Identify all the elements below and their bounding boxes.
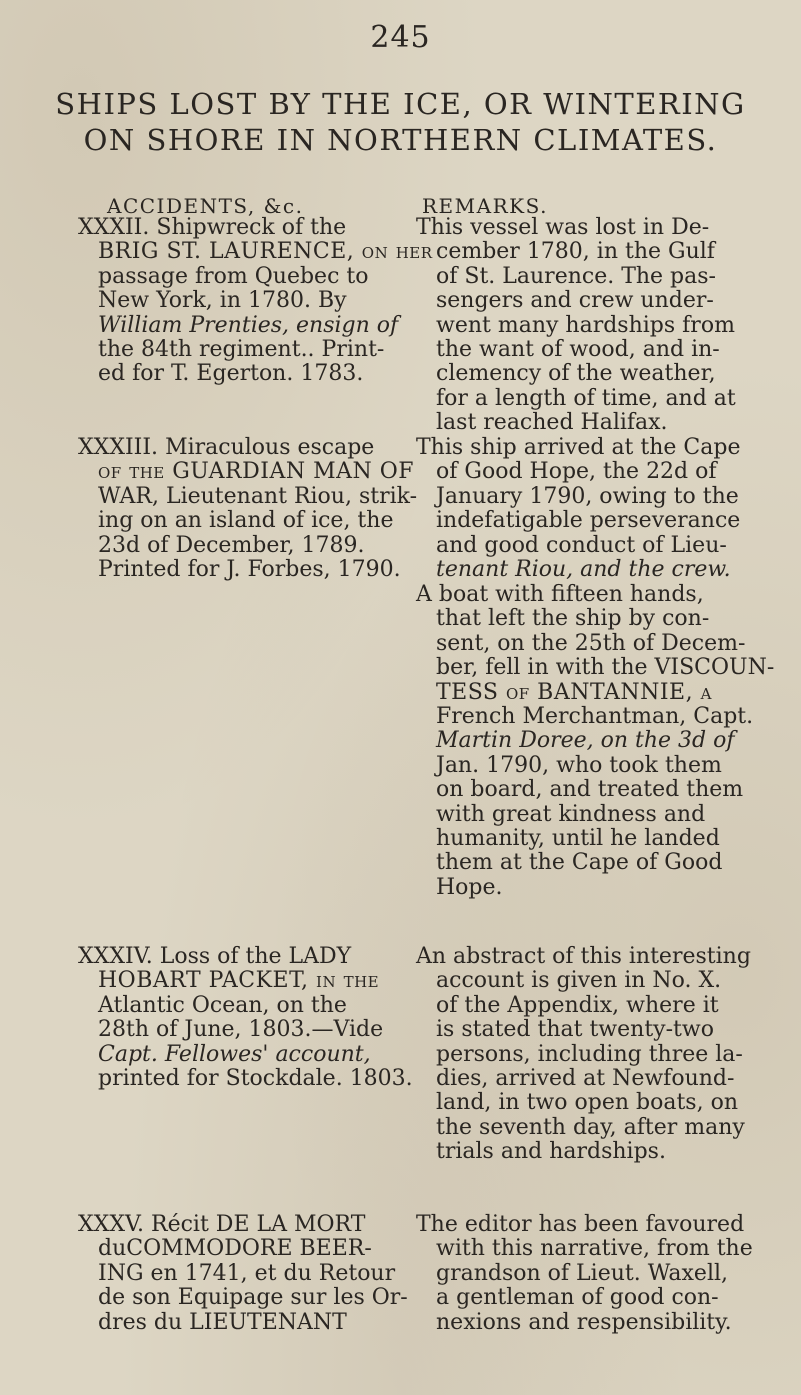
remark-line: with this narrative, from the	[436, 1236, 753, 1262]
remark-line: cember 1780, in the Gulf	[436, 239, 715, 265]
remark-line: sent, on the 25th of Decem-	[436, 630, 746, 656]
entry-line: ed for T. Egerton. 1783.	[98, 361, 364, 387]
remark-line: indefatigable perseverance	[436, 508, 741, 534]
remark-line: went many hardships from	[436, 312, 735, 338]
entry-xxxiii	[78, 436, 417, 582]
remark-line: humanity, until he landed	[436, 826, 720, 852]
remark-line: clemency of the weather,	[436, 361, 716, 387]
entry-line: Récit DE LA MORT	[151, 1212, 366, 1237]
remark-line: This ship arrived at the Cape	[416, 435, 741, 460]
remark-line: account is given in No. X.	[436, 968, 722, 994]
remark-line: of St. Laurence. The pas-	[436, 263, 716, 289]
remark-line: A boat with fifteen hands,	[416, 582, 704, 607]
entry-line: Atlantic Ocean, on the	[98, 992, 347, 1018]
entry-line: printed for Stockdale. 1803.	[98, 1066, 413, 1092]
remark-boat	[416, 583, 774, 900]
entry-line: ing on an island of ice, the	[98, 508, 394, 534]
remark-line: of Good Hope, the 22d of	[436, 459, 717, 485]
remark-line: land, in two open boats, on	[436, 1090, 738, 1116]
remark-line: on board, and treated them	[436, 777, 744, 803]
remark-line: the want of wood, and in-	[436, 337, 720, 363]
entry-line: BRIG ST. LAURENCE, on her	[98, 239, 433, 265]
remark-line: French Merchantman, Capt.	[436, 704, 754, 730]
remark-line: Martin Doree, on the 3d of	[436, 728, 735, 754]
remark-line: and good conduct of Lieu-	[436, 532, 727, 558]
remark-xxxv	[416, 1213, 753, 1335]
running-head-line-1: SHIPS LOST BY THE ICE, OR WINTERING	[55, 87, 746, 121]
page-number: 245	[370, 20, 431, 55]
remark-line: is stated that twenty-two	[436, 1017, 714, 1043]
remark-line: for a length of time, and at	[436, 385, 736, 411]
remark-xxxii	[416, 216, 736, 436]
remark-line: The editor has been favoured	[416, 1212, 745, 1237]
remark-line: TESS of BANTANNIE, a	[436, 679, 712, 705]
remark-line: Jan. 1790, who took them	[436, 752, 722, 778]
entry-line: ING en 1741, et du Retour	[98, 1260, 396, 1286]
remark-line: trials and hardships.	[436, 1139, 666, 1165]
remark-line: the seventh day, after many	[436, 1114, 745, 1140]
entry-xxxii	[78, 216, 433, 387]
entry-xxxv	[78, 1213, 408, 1335]
remark-line: nexions and respensibility.	[436, 1309, 732, 1335]
remark-line: grandson of Lieut. Waxell,	[436, 1260, 729, 1286]
entry-number: XXXIV.	[78, 944, 153, 969]
remark-line: An abstract of this interesting	[416, 944, 751, 969]
left-column-heading: ACCIDENTS, &c.	[107, 194, 304, 218]
entry-line: HOBART PACKET, in the	[98, 968, 380, 994]
remark-line: January 1790, owing to the	[436, 483, 739, 509]
remark-line: sengers and crew under-	[436, 288, 714, 314]
remark-line: tenant Riou, and the crew.	[436, 557, 731, 583]
entry-line: Capt. Fellowes' account,	[98, 1041, 371, 1067]
remark-line: This vessel was lost in De-	[416, 215, 710, 240]
running-head-line-2: ON SHORE IN NORTHERN CLIMATES.	[83, 123, 718, 157]
entry-line: 28th of June, 1803.—Vide	[98, 1017, 384, 1043]
remark-xxxiii	[416, 436, 740, 582]
right-column-heading: REMARKS.	[422, 194, 548, 218]
entry-line: Shipwreck of the	[156, 215, 347, 240]
entry-line: of the GUARDIAN MAN OF	[98, 459, 415, 485]
entry-line: the 84th regiment.. Print-	[98, 337, 385, 363]
remark-line: them at the Cape of Good	[436, 850, 723, 876]
remark-line: Hope.	[436, 874, 503, 900]
entry-line: dres du LIEUTENANT	[98, 1309, 347, 1335]
entry-line: WAR, Lieutenant Riou, strik-	[98, 483, 417, 509]
entry-line: Printed for J. Forbes, 1790.	[98, 557, 401, 583]
remark-line: of the Appendix, where it	[436, 992, 719, 1018]
entry-line: de son Equipage sur les Or-	[98, 1285, 408, 1311]
entry-line: duCOMMODORE BEER-	[98, 1236, 372, 1262]
entry-line: Miraculous escape	[165, 435, 375, 460]
remark-line: a gentleman of good con-	[436, 1285, 719, 1311]
entry-line: 23d of December, 1789.	[98, 532, 365, 558]
entry-xxxiv	[78, 945, 413, 1091]
remark-line: dies, arrived at Newfound-	[436, 1066, 735, 1092]
entry-line: Loss of the LADY	[159, 944, 352, 969]
entry-number: XXXIII.	[78, 435, 159, 460]
running-head	[0, 86, 801, 158]
remark-line: persons, including three la-	[436, 1041, 743, 1067]
entry-number: XXXV.	[78, 1212, 145, 1237]
remark-line: with great kindness and	[436, 801, 706, 827]
remark-line: last reached Halifax.	[436, 410, 668, 436]
remark-line: that left the ship by con-	[436, 606, 710, 632]
entry-number: XXXII.	[78, 215, 150, 240]
entry-line: passage from Quebec to	[98, 263, 369, 289]
remark-line: ber, fell in with the VISCOUN-	[436, 655, 775, 681]
remark-xxxiv	[416, 945, 751, 1165]
entry-line: New York, in 1780. By	[98, 288, 347, 314]
entry-line: William Prenties, ensign of	[98, 312, 399, 338]
